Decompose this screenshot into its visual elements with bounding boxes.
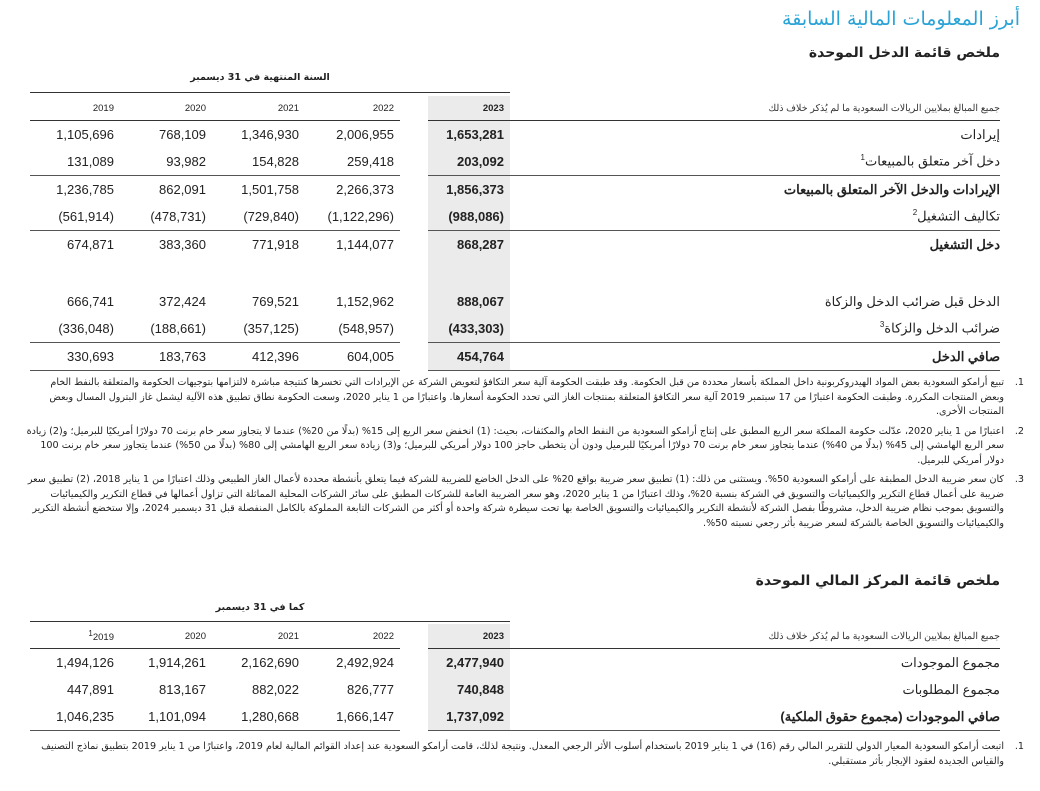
footnote-number: 1. <box>1014 741 1024 752</box>
table-row <box>30 703 1000 731</box>
row-label-text: إيرادات <box>960 126 1000 142</box>
value-2020: 383,360 <box>159 237 206 252</box>
value-2020: 768,109 <box>159 127 206 142</box>
value-2021: 1,501,758 <box>241 182 299 197</box>
footnote-marker: 3 <box>879 320 885 330</box>
year-header-2021 <box>212 624 305 649</box>
column-gap <box>400 288 428 315</box>
column-gap <box>400 703 428 731</box>
footnote-marker: 1 <box>860 153 865 163</box>
value-2023: (433,303) <box>428 315 510 343</box>
value-2021: 771,918 <box>252 237 299 252</box>
row-label <box>510 288 1000 315</box>
value-2020: 1,101,094 <box>120 703 212 731</box>
column-gap <box>400 96 428 121</box>
footnote <box>24 425 1024 469</box>
row-label <box>510 203 1000 231</box>
value-2022: (548,957) <box>305 315 400 343</box>
table-row <box>30 343 1000 371</box>
units-note: جميع المبالغ بملايين الريالات السعودية ما لم يُذكر خلاف ذلك <box>510 624 1000 649</box>
value-2023: 1,856,373 <box>428 176 510 204</box>
year-label: 2021 <box>277 102 299 114</box>
value-2022: 2,006,955 <box>336 127 394 142</box>
value-2023: 2,477,940 <box>428 649 510 677</box>
year-label: 2019 <box>92 632 114 644</box>
row-label-text: دخل التشغيل <box>929 236 1000 252</box>
value-2019: 447,891 <box>67 682 114 697</box>
value-2023: (988,086) <box>428 203 510 231</box>
value-2020: 183,763 <box>120 343 212 371</box>
row-label <box>510 231 1000 259</box>
table-row <box>30 676 1000 703</box>
table-row <box>30 315 1000 343</box>
value-2023: 203,092 <box>428 148 510 176</box>
table-header-row <box>30 96 1000 121</box>
footnote-text: كان سعر ضريبة الدخل المطبقة على أرامكو السعودية 50%. ويستثنى من ذلك: (1) تطبيق سعر ضريبة بواقع 20% على الدخل الخاضع للضريبة للشركة فيما يتعلق بأنشطة محددة لأعمال الغاز الطبيعي وذلك اعتبارًا من 1 يناير 2018، (2) تطبيق سعر ضريبة على أعمال قطاع التكرير والكيميائيات والتسويق في الشركة بنسبة 20%، وذلك اعتبارًا من 1 يناير 2020، وهو سعر الضريبة العامة للشركات المطبق على سائر الشركات المحلية المماثلة التي تزاول أعمالها في قطاع التكرير والكيميائيات والتسويق بموجب نظام ضريبة الدخل، مشروطًا بفصل الشركة لأنشطة التكرير والكيميائيات والتسويق الخاصة بها تحت سيطرة شركة واحدة أو أكثر من الشركات التابعة المملوكة بالكامل المنفصلة قبل 31 ديسمبر 2024، وإلا ستخضع أنشطة التكرير والكيميائيات والتسويق الخاصة بالشركة لسعر ضريبة بأثر رجعي نسبته 50%. <box>27 474 1004 529</box>
column-gap <box>400 649 428 677</box>
value-2022: 2,492,924 <box>336 655 394 670</box>
value-2023: 454,764 <box>428 343 510 371</box>
value-2020: 1,914,261 <box>148 655 206 670</box>
column-gap <box>400 231 428 259</box>
value-2022: 1,144,077 <box>336 237 394 252</box>
spacer-cell <box>30 258 120 288</box>
value-2020: 813,167 <box>159 682 206 697</box>
value-2020: (188,661) <box>120 315 212 343</box>
row-label <box>510 343 1000 371</box>
spacer-row <box>30 258 1000 288</box>
value-2022: 2,266,373 <box>336 182 394 197</box>
value-2022: 1,152,962 <box>336 294 394 309</box>
column-gap <box>400 624 428 649</box>
spacer-cell <box>305 258 400 288</box>
row-label <box>510 315 1000 343</box>
table-row <box>30 176 1000 204</box>
year-label: 2023 <box>482 630 504 642</box>
period-divider <box>30 621 510 622</box>
row-label-text: مجموع الموجودات <box>900 654 1000 670</box>
units-note: جميع المبالغ بملايين الريالات السعودية ما لم يُذكر خلاف ذلك <box>510 96 1000 121</box>
table-row <box>30 203 1000 231</box>
value-2020: 372,424 <box>159 294 206 309</box>
value-2019: (336,048) <box>30 315 120 343</box>
table-row <box>30 121 1000 149</box>
value-2019: 1,236,785 <box>56 182 114 197</box>
period-divider <box>30 92 510 93</box>
value-2023: 1,737,092 <box>428 703 510 731</box>
column-gap <box>400 676 428 703</box>
footnote <box>24 740 1024 769</box>
row-label <box>510 703 1000 731</box>
spacer-cell <box>400 258 428 288</box>
column-gap <box>400 176 428 204</box>
footnote-text: اتبعت أرامكو السعودية المعيار الدولي للتقرير المالي رقم (16) في 1 يناير 2019 باستخدام أسلوب الأثر الرجعي المعدل. ونتيجة لذلك، قامت أرامكو السعودية عند إعداد القوائم المالية لعام 2019، واعتبارًا من 1 يناير 2019 بتطبيق نماذج التصنيف والقياس الجديدة لعقود الإيجار بأثر مستقبلي. <box>41 741 1004 767</box>
year-header-2019 <box>30 624 120 649</box>
value-2019: 1,494,126 <box>56 655 114 670</box>
row-label-text: ضرائب الدخل والزكاة <box>884 320 1000 336</box>
row-label-text: الدخل قبل ضرائب الدخل والزكاة <box>824 293 1000 309</box>
footnote-text: اعتبارًا من 1 يناير 2020، عدّلت حكومة المملكة سعر الريع المطبق على إنتاج أرامكو السعودية من النفط الخام والمكثفات، بحيث: (1) انخفض سعر الريع إلى 15% (بدلًا من 20%) عندما لا يتجاوز سعر خام برنت 70 دولارًا أمريكيًا للبرميل؛ و(2) زيادة سعر الريع الهامشي إلى 45% (بدلًا من 40%) عندما يتجاوز سعر خام برنت 70 دولارًا أمريكيًا للبرميل ودون أن يتخطى حاجز 100 دولار أمريكي للبرميل؛ و(3) زيادة سعر الريع الهامشي إلى 80% (بدلًا من 50%) عندما يتجاوز سعر خام برنت 100 دولار أمريكي للبرميل. <box>26 425 1004 466</box>
value-2019: 666,741 <box>67 294 114 309</box>
table-row <box>30 649 1000 677</box>
year-label: 2022 <box>372 102 394 114</box>
table-row <box>30 288 1000 315</box>
value-2021: 769,521 <box>252 294 299 309</box>
value-2019: 330,693 <box>30 343 120 371</box>
value-2021: 1,280,668 <box>212 703 305 731</box>
value-2023: 888,067 <box>428 288 510 315</box>
income-statement-title: ملخص قائمة الدخل الموحدة <box>808 45 1000 61</box>
value-2022: 259,418 <box>305 148 400 176</box>
balance-period-label: كما في 31 ديسمبر <box>215 602 305 613</box>
value-2023: 740,848 <box>428 676 510 703</box>
footnote-text: تبيع أرامكو السعودية بعض المواد الهيدروكربونية داخل المملكة بأسعار محددة من قبل الحكومة. وقد طبقت الحكومة آلية سعر التكافؤ لتعويض الشركة عن الإيرادات التي تخسرها كنتيجة مباشرة لالتزامها بتوجيهات الحكومة والمتعلقة بالنفط الخام وبعض المنتجات المكررة. وطبقت الحكومة اعتبارًا من 17 سبتمبر 2019 آلية سعر التكافؤ المتعلقة بمنتجات الغاز التي تحدد الحكومة أسعارها. واعتبارًا من 1 يناير 2020، وسعت الحكومة نطاق تطبيق هذه الآلية ليشمل غاز البترول المسال وبعض المنتجات الأخرى. <box>49 377 1004 417</box>
row-label <box>510 676 1000 703</box>
value-2020: (478,731) <box>120 203 212 231</box>
value-2019: 1,105,696 <box>56 127 114 142</box>
year-label: 2019 <box>92 102 114 114</box>
year-header-2020 <box>120 624 212 649</box>
spacer-cell <box>510 258 1000 288</box>
balance-sheet-table <box>30 624 1000 731</box>
year-label: 2022 <box>372 630 394 642</box>
value-2020: 93,982 <box>120 148 212 176</box>
table-row <box>30 148 1000 176</box>
year-header-2023 <box>428 96 510 121</box>
income-period-label: السنة المنتهية في 31 ديسمبر <box>190 72 330 83</box>
row-label <box>510 121 1000 149</box>
footnote-number: 1. <box>1014 377 1024 388</box>
year-label: 2020 <box>184 630 206 642</box>
value-2021: (729,840) <box>212 203 305 231</box>
value-2021: 154,828 <box>212 148 305 176</box>
row-label-text: صافي الدخل <box>932 348 1000 364</box>
value-2023: 1,653,281 <box>428 121 510 149</box>
value-2021: (357,125) <box>212 315 305 343</box>
page-title: أبرز المعلومات المالية السابقة <box>782 8 1020 30</box>
row-label-text: دخل آخر متعلق بالمبيعات <box>864 153 1000 169</box>
balance-sheet-title: ملخص قائمة المركز المالي الموحدة <box>755 573 1000 589</box>
table-row <box>30 231 1000 259</box>
row-label-text: صافي الموجودات (مجموع حقوق الملكية) <box>780 708 1000 724</box>
footnote-marker: 2 <box>912 208 918 218</box>
row-label-text: تكاليف التشغيل <box>917 208 1000 224</box>
value-2021: 412,396 <box>212 343 305 371</box>
value-2022: 604,005 <box>305 343 400 371</box>
row-label-text: مجموع المطلوبات <box>902 681 1000 697</box>
year-header-2019 <box>30 96 120 121</box>
value-2022: 1,666,147 <box>305 703 400 731</box>
row-label <box>510 148 1000 176</box>
footnote <box>24 376 1024 420</box>
balance-footnotes <box>24 740 1024 774</box>
spacer-cell <box>120 258 212 288</box>
value-2021: 882,022 <box>252 682 299 697</box>
value-2021: 2,162,690 <box>241 655 299 670</box>
value-2019: 674,871 <box>67 237 114 252</box>
row-label <box>510 649 1000 677</box>
spacer-cell <box>212 258 305 288</box>
year-label: 2023 <box>482 102 504 114</box>
income-statement-table <box>30 96 1000 371</box>
footnote <box>24 473 1024 531</box>
row-label-text: الإيرادات والدخل الآخر المتعلق بالمبيعات <box>783 181 1000 197</box>
table-header-row <box>30 624 1000 649</box>
value-2019: (561,914) <box>30 203 120 231</box>
value-2020: 862,091 <box>159 182 206 197</box>
value-2019: 1,046,235 <box>30 703 120 731</box>
footnote-marker: 1 <box>88 628 93 638</box>
footnote-number: 2. <box>1014 425 1024 437</box>
income-footnotes <box>24 376 1024 536</box>
column-gap <box>400 121 428 149</box>
year-header-2021 <box>212 96 305 121</box>
year-header-2022 <box>305 624 400 649</box>
value-2023: 868,287 <box>428 231 510 259</box>
column-gap <box>400 203 428 231</box>
value-2021: 1,346,930 <box>241 127 299 142</box>
column-gap <box>400 343 428 371</box>
row-label <box>510 176 1000 204</box>
footnote-number: 3. <box>1014 474 1024 485</box>
value-2022: 826,777 <box>347 682 394 697</box>
column-gap <box>400 315 428 343</box>
spacer-cell <box>428 258 510 288</box>
year-header-2022 <box>305 96 400 121</box>
year-label: 2021 <box>277 630 299 642</box>
year-label: 2020 <box>184 102 206 114</box>
year-header-2020 <box>120 96 212 121</box>
value-2022: (1,122,296) <box>305 203 400 231</box>
value-2019: 131,089 <box>30 148 120 176</box>
year-header-2023 <box>428 624 510 649</box>
column-gap <box>400 148 428 176</box>
